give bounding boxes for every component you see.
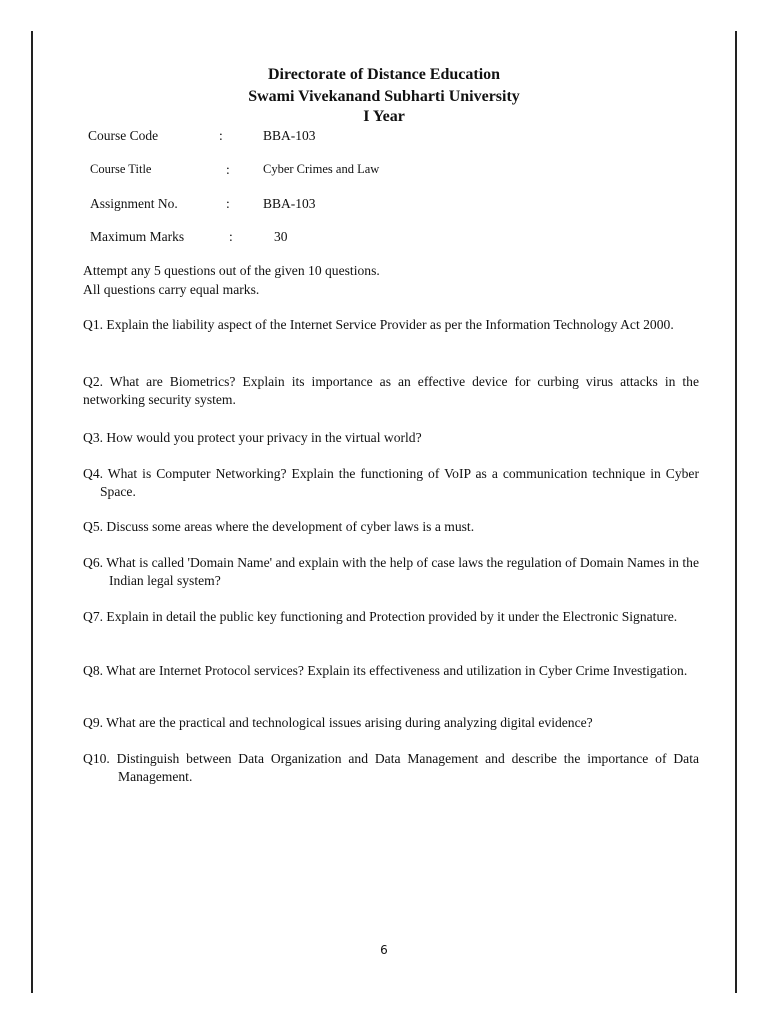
assignment-no-value: BBA-103: [263, 196, 316, 211]
question-6: Q6. What is called 'Domain Name' and explain with the help of case laws the regulation of Domain Names in the Indian legal system?: [83, 555, 699, 588]
header-directorate: Directorate of Distance Education: [267, 66, 501, 83]
course-title-label: Course Title: [90, 162, 152, 176]
course-code-value: BBA-103: [263, 128, 316, 143]
course-title-value: Cyber Crimes and Law: [263, 162, 380, 176]
course-code-colon: :: [219, 128, 223, 143]
instruction-equal-marks: All questions carry equal marks.: [83, 282, 260, 297]
question-10: Q10. Distinguish between Data Organization and Data Management and describe the importance of Data Management.: [83, 751, 699, 784]
course-title-colon: :: [226, 162, 230, 177]
page-number: 6: [380, 943, 388, 957]
question-8: Q8. What are Internet Protocol services? Explain its effectiveness and utilization in Cyber Crime Investigation.: [83, 663, 688, 678]
header-year: I Year: [363, 108, 405, 125]
question-5: Q5. Discuss some areas where the development of cyber laws is a must.: [83, 519, 475, 534]
question-3: Q3. How would you protect your privacy in the virtual world?: [83, 430, 422, 445]
question-4: Q4. What is Computer Networking? Explain the functioning of VoIP as a communication technique in Cyber Space.: [83, 466, 699, 499]
maximum-marks-label: Maximum Marks: [90, 229, 185, 244]
assignment-no-label: Assignment No.: [90, 196, 178, 211]
question-7: Q7. Explain in detail the public key functioning and Protection provided by it under the Electronic Signature.: [83, 609, 678, 624]
instruction-attempt: Attempt any 5 questions out of the given 10 questions.: [83, 263, 380, 278]
course-code-label: Course Code: [88, 128, 159, 143]
maximum-marks-value: 30: [274, 229, 288, 244]
page-border-right: [735, 31, 737, 993]
page-border-left: [31, 31, 33, 993]
question-9: Q9. What are the practical and technological issues arising during analyzing digital evidence?: [83, 715, 593, 730]
question-1: Q1. Explain the liability aspect of the Internet Service Provider as per the Information Technology Act 2000.: [83, 317, 674, 332]
maximum-marks-colon: :: [229, 229, 233, 244]
question-2: Q2. What are Biometrics? Explain its importance as an effective device for curbing virus attacks in the networking security system.: [83, 374, 699, 407]
header-university: Swami Vivekanand Subharti University: [248, 88, 520, 105]
assignment-no-colon: :: [226, 196, 230, 211]
